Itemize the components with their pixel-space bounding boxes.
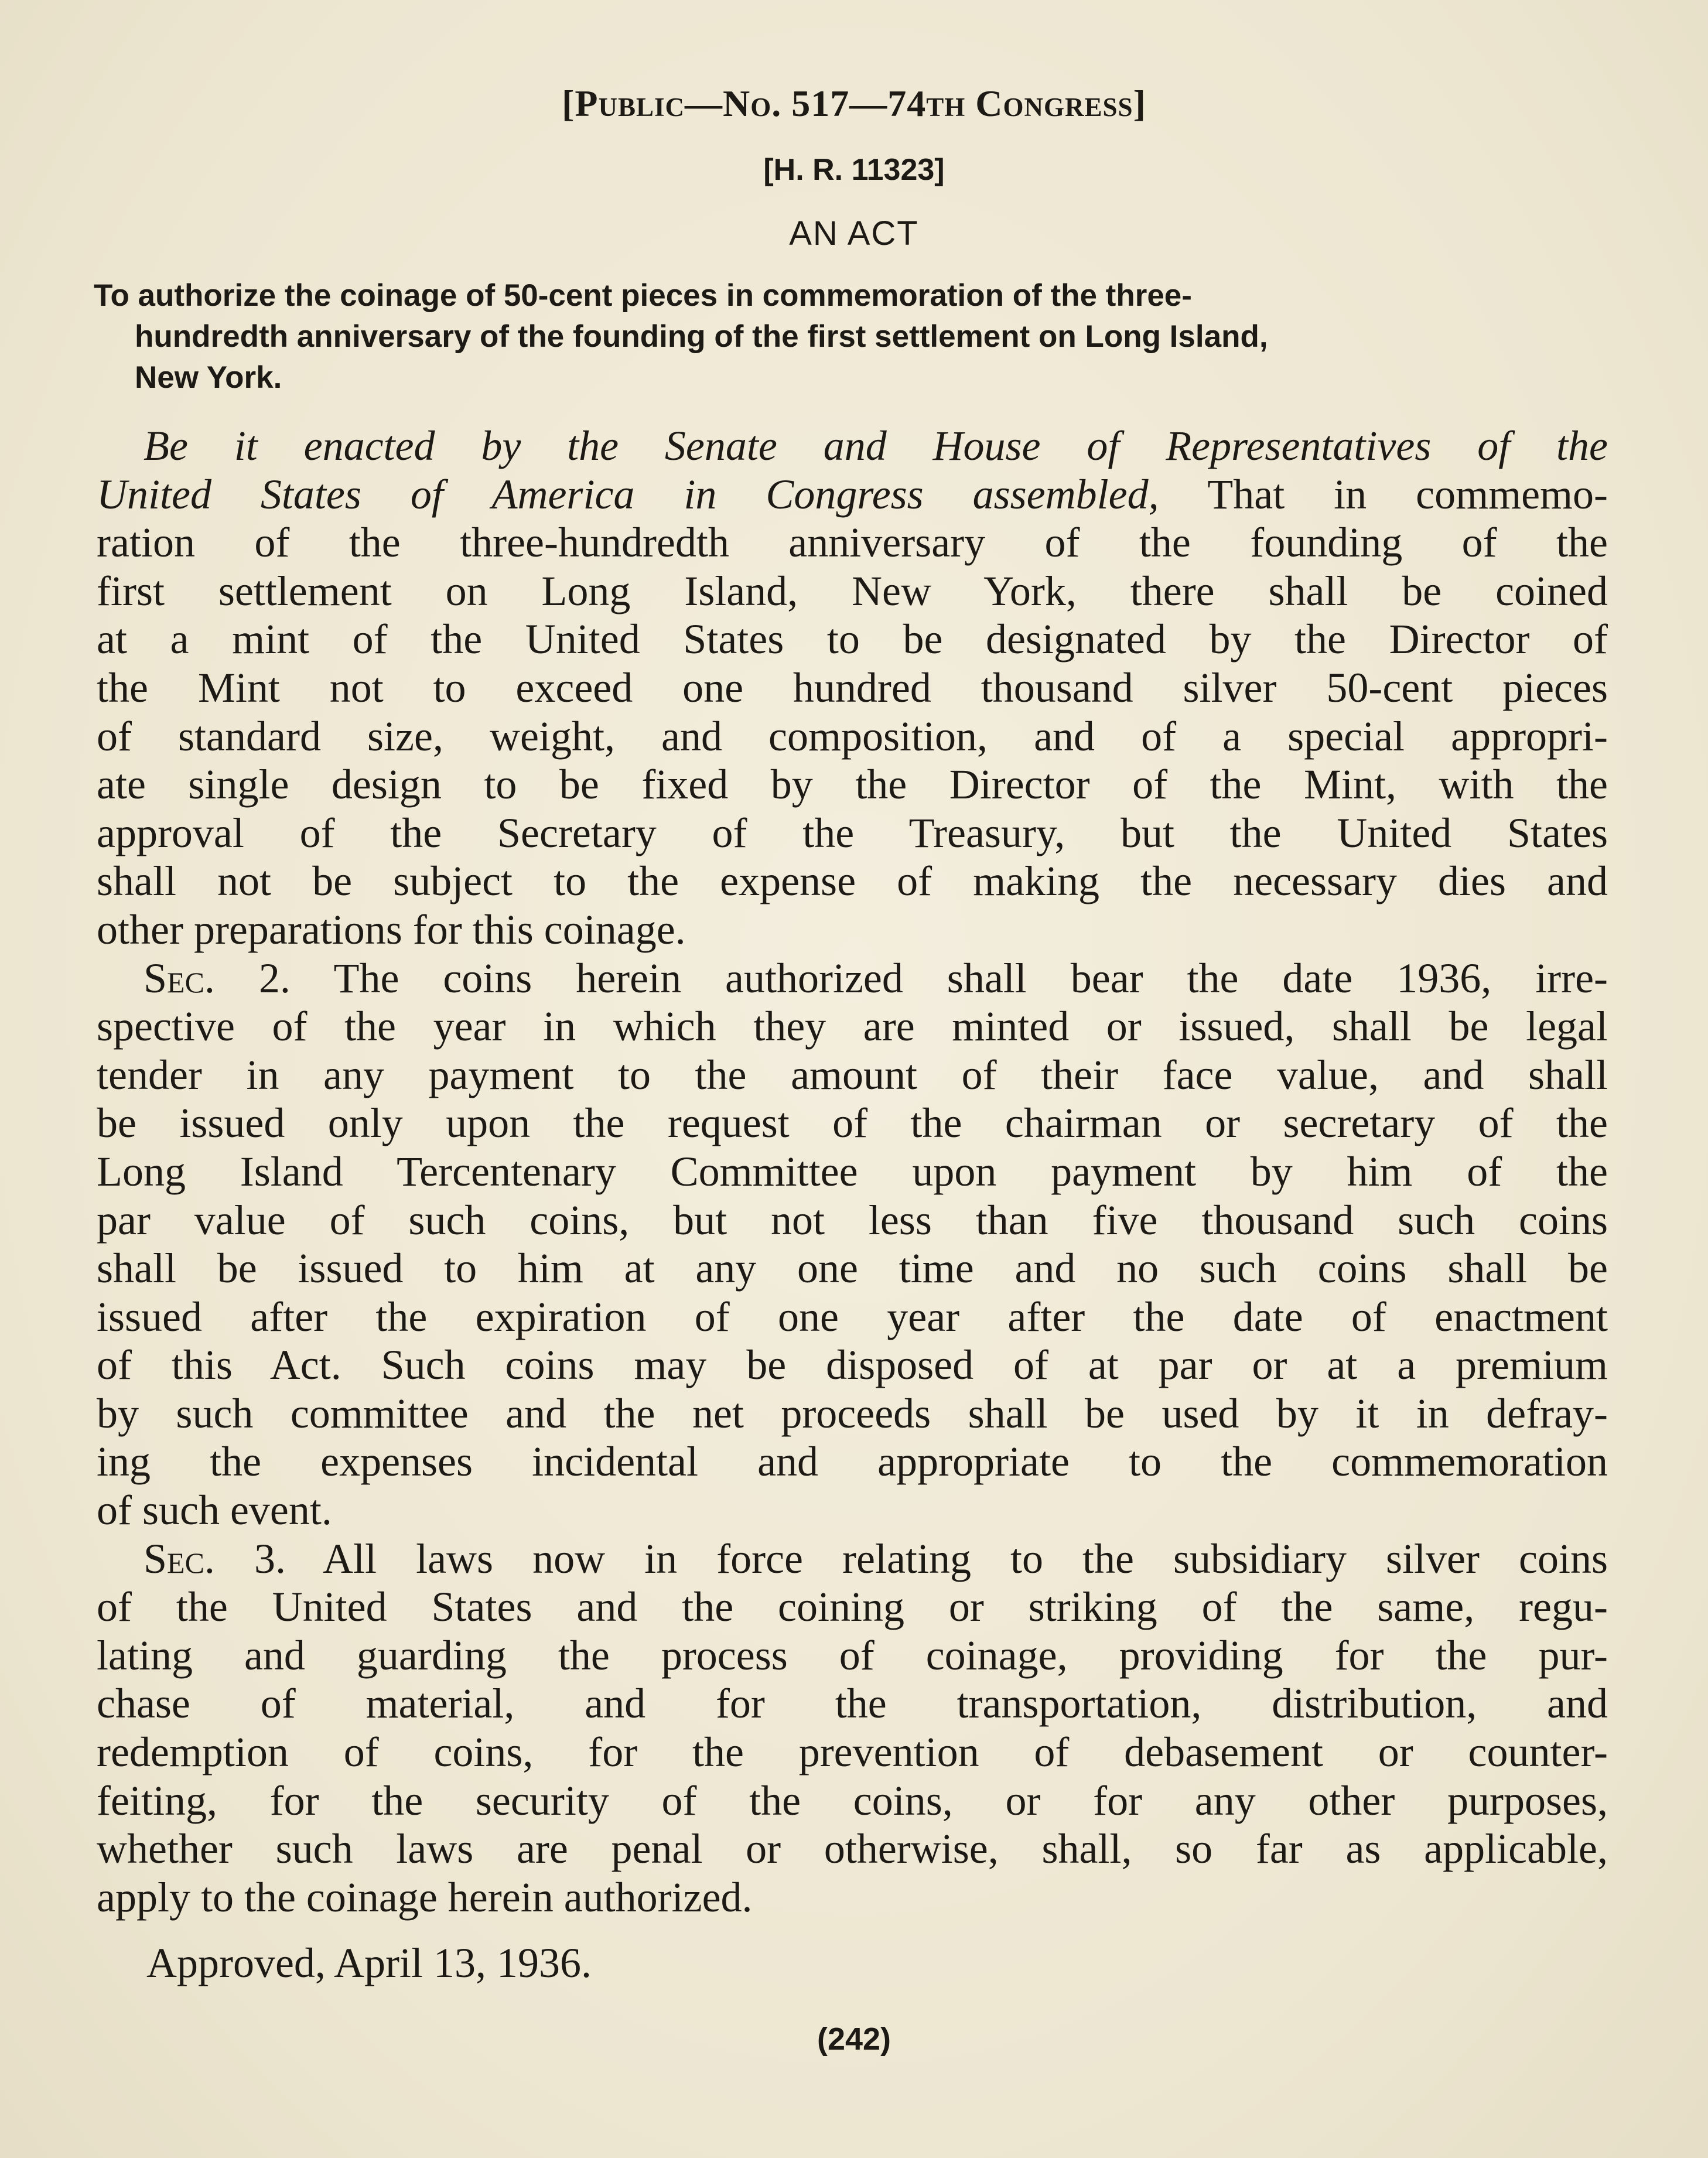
bill-number: [H. R. 11323] — [763, 153, 945, 187]
sec2-label: Sec. 2. — [144, 954, 291, 1002]
sec2-line: issued after the expiration of one year after the date of enactment — [97, 1293, 1608, 1340]
sec3-line: lating and guarding the process of coinage, providing for the pur- — [97, 1631, 1608, 1679]
sec2-line: Long Island Tercentenary Committee upon payment by him of the — [97, 1148, 1608, 1195]
sec3-line: redemption of coins, for the prevention of debasement or counter- — [97, 1729, 1608, 1776]
public-law-heading: [Public—No. 517—74th Congress] — [562, 83, 1146, 124]
body-line: first settlement on Long Island, New York, there shall be coined — [97, 567, 1608, 614]
sec2-line: be issued only upon the request of the chairman or secretary of the — [97, 1100, 1608, 1147]
body-line — [97, 470, 1608, 519]
sec3-line: whether such laws are penal or otherwise, shall, so far as applicable, — [97, 1825, 1608, 1873]
sec2-line: par value of such coins, but not less than five thousand such coins — [97, 1196, 1608, 1244]
page-number: (242) — [817, 2022, 891, 2057]
sec3-label: Sec. 3. — [144, 1535, 286, 1582]
approval-date: Approved, April 13, 1936. — [146, 1940, 592, 1986]
sec3-line: chase of material, and for the transportation, distribution, and — [97, 1680, 1608, 1727]
enacting-clause-line: Be it enacted by the Senate and House of Representatives of the — [144, 422, 1608, 469]
sec2-line — [97, 954, 1608, 1003]
body-line: approval of the Secretary of the Treasury, but the United States — [97, 809, 1608, 856]
enacting-clause-line: United States of America in Congress assembled, — [97, 470, 1159, 518]
body-text-fragment: That in commemo- — [1159, 470, 1608, 518]
sec2-line: of such event. — [97, 1487, 332, 1534]
purpose-line: New York. — [135, 360, 282, 395]
sec2-line: spective of the year in which they are minted or issued, shall be legal — [97, 1003, 1608, 1050]
body-line: of standard size, weight, and composition, and of a special appropri- — [97, 712, 1608, 760]
body-line: shall not be subject to the expense of making the necessary dies and — [97, 858, 1608, 905]
sec3-line — [97, 1535, 1608, 1583]
sec2-line: of this Act. Such coins may be disposed of at par or at a premium — [97, 1341, 1608, 1389]
body-line: ration of the three-hundredth anniversary of the founding of the — [97, 519, 1608, 566]
body-line: ate single design to be fixed by the Director of the Mint, with the — [97, 761, 1608, 808]
sec3-line: apply to the coinage herein authorized. — [97, 1873, 753, 1921]
body-line: other preparations for this coinage. — [97, 906, 686, 953]
purpose-line: To authorize the coinage of 50-cent pieces in commemoration of the three- — [94, 278, 1192, 313]
body-line: at a mint of the United States to be designated by the Director of — [97, 616, 1608, 663]
sec2-line: by such committee and the net proceeds shall be used by it in defray- — [97, 1389, 1608, 1437]
sec3-text-fragment: All laws now in force relating to the subsidiary silver coins — [285, 1535, 1608, 1582]
sec2-text-fragment: The coins herein authorized shall bear the date 1936, irre- — [290, 954, 1608, 1002]
sec3-line: of the United States and the coining or striking of the same, regu- — [97, 1583, 1608, 1631]
sec3-line: feiting, for the security of the coins, or for any other purposes, — [97, 1777, 1608, 1824]
act-purpose — [94, 275, 1605, 398]
act-body — [97, 422, 1608, 1921]
sec2-line: shall be issued to him at any one time and no such coins shall be — [97, 1245, 1608, 1292]
act-heading: AN ACT — [789, 214, 919, 252]
sec2-line: ing the expenses incidental and appropriate to the commemoration — [97, 1438, 1608, 1486]
sec2-line: tender in any payment to the amount of their face value, and shall — [97, 1051, 1608, 1098]
body-line: the Mint not to exceed one hundred thousand silver 50-cent pieces — [97, 664, 1608, 711]
purpose-line: hundredth anniversary of the founding of the first settlement on Long Island, — [135, 319, 1268, 354]
